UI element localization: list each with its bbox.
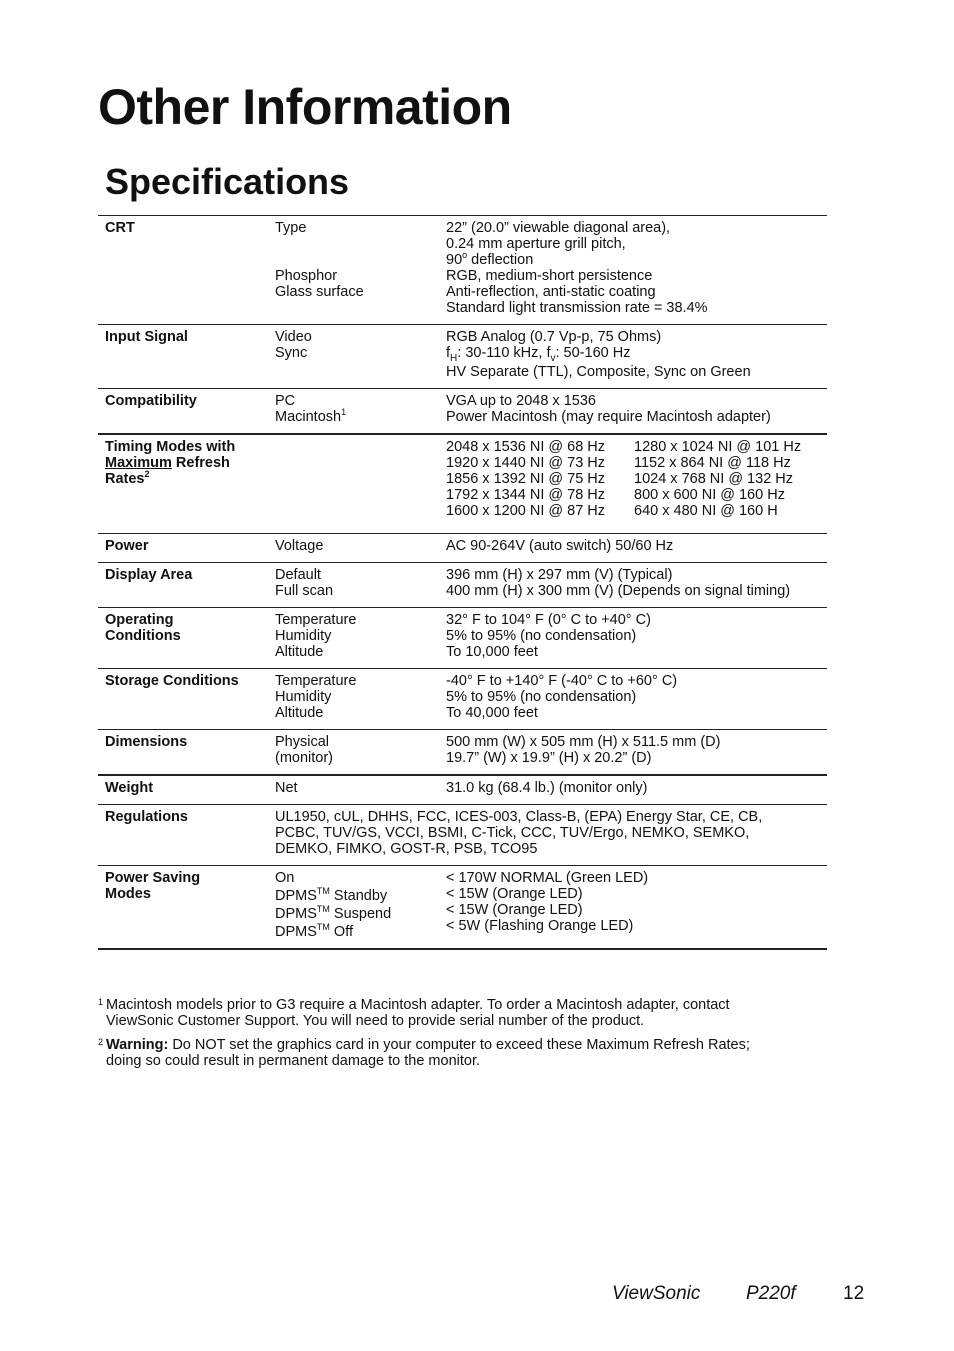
spec-label: Operating Conditions <box>105 612 181 644</box>
spec-subitem: Full scan <box>275 583 334 599</box>
spec-subitem: Net <box>275 780 298 796</box>
spec-values <box>446 866 827 950</box>
spec-value: DEMKO, FIMKO, GOST-R, PSB, TCO95 <box>275 841 538 857</box>
spec-label: CRT <box>105 220 135 236</box>
spec-value: < 5W (Flashing Orange LED) <box>446 918 634 934</box>
spec-subitems <box>275 866 446 950</box>
timing-mode: 800 x 600 NI @ 160 Hz <box>634 487 785 503</box>
spec-row-input-signal <box>98 325 827 389</box>
spec-subitem: DPMS™ Off <box>275 922 354 940</box>
timing-mode: 1024 x 768 NI @ 132 Hz <box>634 471 794 487</box>
timing-mode: 1792 x 1344 NI @ 78 Hz <box>446 487 606 503</box>
spec-label: Input Signal <box>105 329 188 345</box>
timing-mode: 1600 x 1200 NI @ 87 Hz <box>446 503 606 519</box>
spec-value: < 170W NORMAL (Green LED) <box>446 870 649 886</box>
timing-mode: 2048 x 1536 NI @ 68 Hz <box>446 439 606 455</box>
timing-mode: 1152 x 864 NI @ 118 Hz <box>634 455 791 471</box>
spec-value: 500 mm (W) x 505 mm (H) x 511.5 mm (D) <box>446 734 721 750</box>
spec-subitems <box>275 216 446 325</box>
spec-row-crt <box>98 216 827 325</box>
spec-subitem: Temperature <box>275 673 357 689</box>
spec-value: 0.24 mm aperture grill pitch, <box>446 236 626 252</box>
footer-page-number: 12 <box>843 1283 865 1304</box>
spec-row-operating-conditions <box>98 608 827 669</box>
spec-subitems <box>275 325 446 389</box>
spec-subitem: (monitor) <box>275 750 334 766</box>
spec-values <box>446 563 827 608</box>
spec-row-dimensions <box>98 730 827 776</box>
spec-subitem: PC <box>275 393 296 409</box>
spec-value: VGA up to 2048 x 1536 <box>446 393 596 409</box>
spec-values <box>446 669 827 730</box>
spec-values <box>446 534 827 563</box>
spec-values <box>275 805 827 866</box>
spec-subitem: Altitude <box>275 644 324 660</box>
spec-subitem: Type <box>275 220 307 236</box>
spec-subitem: Default <box>275 567 321 583</box>
spec-subitem: Sync <box>275 345 308 361</box>
spec-value: 5% to 95% (no condensation) <box>446 689 637 705</box>
spec-values <box>446 608 827 669</box>
footnote-2: 2 Warning: Do NOT set the graphics card in your computer to exceed these Maximum Refresh Rates; doing so could result in permanent damage to the monitor. <box>98 1037 750 1069</box>
spec-values <box>446 730 827 776</box>
spec-value: 22” (20.0” viewable diagonal area), <box>446 220 671 236</box>
spec-subitem: Glass surface <box>275 284 364 300</box>
spec-value: 90$^o$ deflection <box>446 250 534 268</box>
spec-label: Power <box>105 538 149 554</box>
spec-value: 400 mm (H) x 300 mm (V) (Depends on signal timing) <box>446 583 791 599</box>
spec-subitem: Video <box>275 329 312 345</box>
spec-value: UL1950, cUL, DHHS, FCC, ICES-003, Class-B, (EPA) Energy Star, CE, CB, <box>275 809 763 825</box>
spec-value: HV Separate (TTL), Composite, Sync on Green <box>446 364 751 380</box>
spec-label: Regulations <box>105 809 188 825</box>
spec-value: < 15W (Orange LED) <box>446 902 583 918</box>
spec-value: < 15W (Orange LED) <box>446 886 583 902</box>
timing-mode: 640 x 480 NI @ 160 H <box>634 503 778 519</box>
spec-label: Power Saving Modes <box>105 870 201 902</box>
spec-row-compatibility <box>98 389 827 435</box>
footnote-1: 1 Macintosh models prior to G3 require a Macintosh adapter. To order a Macintosh adapter, contact ViewSonic Customer Support. You will need to provide serial number of the product. <box>98 997 730 1029</box>
spec-row-storage-conditions <box>98 669 827 730</box>
timing-column-left <box>446 439 634 519</box>
spec-row-display-area <box>98 563 827 608</box>
spec-subitem: DPMS™ Standby <box>275 886 388 904</box>
spec-label: Weight <box>105 780 154 796</box>
spec-subitems <box>275 534 446 563</box>
spec-value: To 40,000 feet <box>446 705 538 721</box>
spec-subitem: Humidity <box>275 689 332 705</box>
spec-subitem: Humidity <box>275 628 332 644</box>
spec-subitem: Phosphor <box>275 268 338 284</box>
spec-value: PCBC, TUV/GS, VCCI, BSMI, C-Tick, CCC, TUV/Ergo, NEMKO, SEMKO, <box>275 825 750 841</box>
spec-subitems <box>275 775 446 805</box>
spec-values <box>446 325 827 389</box>
spec-subitem: DPMS™ Suspend <box>275 904 392 922</box>
spec-subitem: Voltage <box>275 538 324 554</box>
spec-value: Anti-reflection, anti-static coating <box>446 284 656 300</box>
spec-value: 396 mm (H) x 297 mm (V) (Typical) <box>446 567 673 583</box>
page-title: Other Information <box>98 79 512 135</box>
spec-subitems <box>275 608 446 669</box>
timing-mode: 1856 x 1392 NI @ 75 Hz <box>446 471 606 487</box>
spec-subitems <box>275 730 446 776</box>
spec-subitem: Altitude <box>275 705 324 721</box>
spec-value: 19.7” (W) x 19.9” (H) x 20.2” (D) <box>446 750 652 766</box>
spec-value: AC 90-264V (auto switch) 50/60 Hz <box>446 538 674 554</box>
spec-value: $f_H$: 30-110 kHz, $f_v$: 50-160 Hz <box>446 345 631 364</box>
spec-value: 32° F to 104° F (0° C to +40° C) <box>446 612 651 628</box>
spec-label: Compatibility <box>105 393 197 409</box>
spec-values <box>446 216 827 325</box>
footnotes <box>98 997 818 1077</box>
footer-model: P220f <box>746 1283 796 1304</box>
spec-row-power-saving-modes <box>98 866 827 950</box>
spec-value: RGB, medium-short persistence <box>446 268 653 284</box>
spec-value: 31.0 kg (68.4 lb.) (monitor only) <box>446 780 648 796</box>
spec-value: -40° F to +140° F (-40° C to +60° C) <box>446 673 678 689</box>
section-title: Specifications <box>105 161 350 202</box>
spec-value: RGB Analog (0.7 Vp-p, 75 Ohms) <box>446 329 662 345</box>
spec-subitems <box>275 563 446 608</box>
spec-subitem: Macintosh$^1$ <box>275 407 347 425</box>
timing-column-right <box>634 439 822 519</box>
spec-value: Power Macintosh (may require Macintosh adapter) <box>446 409 771 425</box>
spec-values <box>446 434 827 534</box>
spec-row-timing-modes <box>98 434 827 534</box>
spec-subitems <box>275 669 446 730</box>
warning-label: Warning: <box>106 1037 169 1053</box>
spec-row-power <box>98 534 827 563</box>
spec-subitems <box>275 389 446 435</box>
spec-value: 5% to 95% (no condensation) <box>446 628 637 644</box>
spec-row-regulations <box>98 805 827 866</box>
spec-values <box>446 389 827 435</box>
spec-subitem: Temperature <box>275 612 357 628</box>
spec-label: Timing Modes with Maximum Refresh Rates$^2$ <box>105 439 236 487</box>
timing-mode: 1280 x 1024 NI @ 101 Hz <box>634 439 802 455</box>
spec-subitem: Physical <box>275 734 329 750</box>
spec-subitem: On <box>275 870 295 886</box>
spec-value: Standard light transmission rate = 38.4% <box>446 300 708 316</box>
spec-label: Dimensions <box>105 734 188 750</box>
spec-values <box>446 775 827 805</box>
spec-value: To 10,000 feet <box>446 644 538 660</box>
footer-brand: ViewSonic <box>612 1283 701 1304</box>
spec-label: Storage Conditions <box>105 673 239 689</box>
timing-mode: 1920 x 1440 NI @ 73 Hz <box>446 455 606 471</box>
spec-label: Display Area <box>105 567 193 583</box>
specifications-table <box>98 215 827 950</box>
spec-row-weight <box>98 775 827 805</box>
